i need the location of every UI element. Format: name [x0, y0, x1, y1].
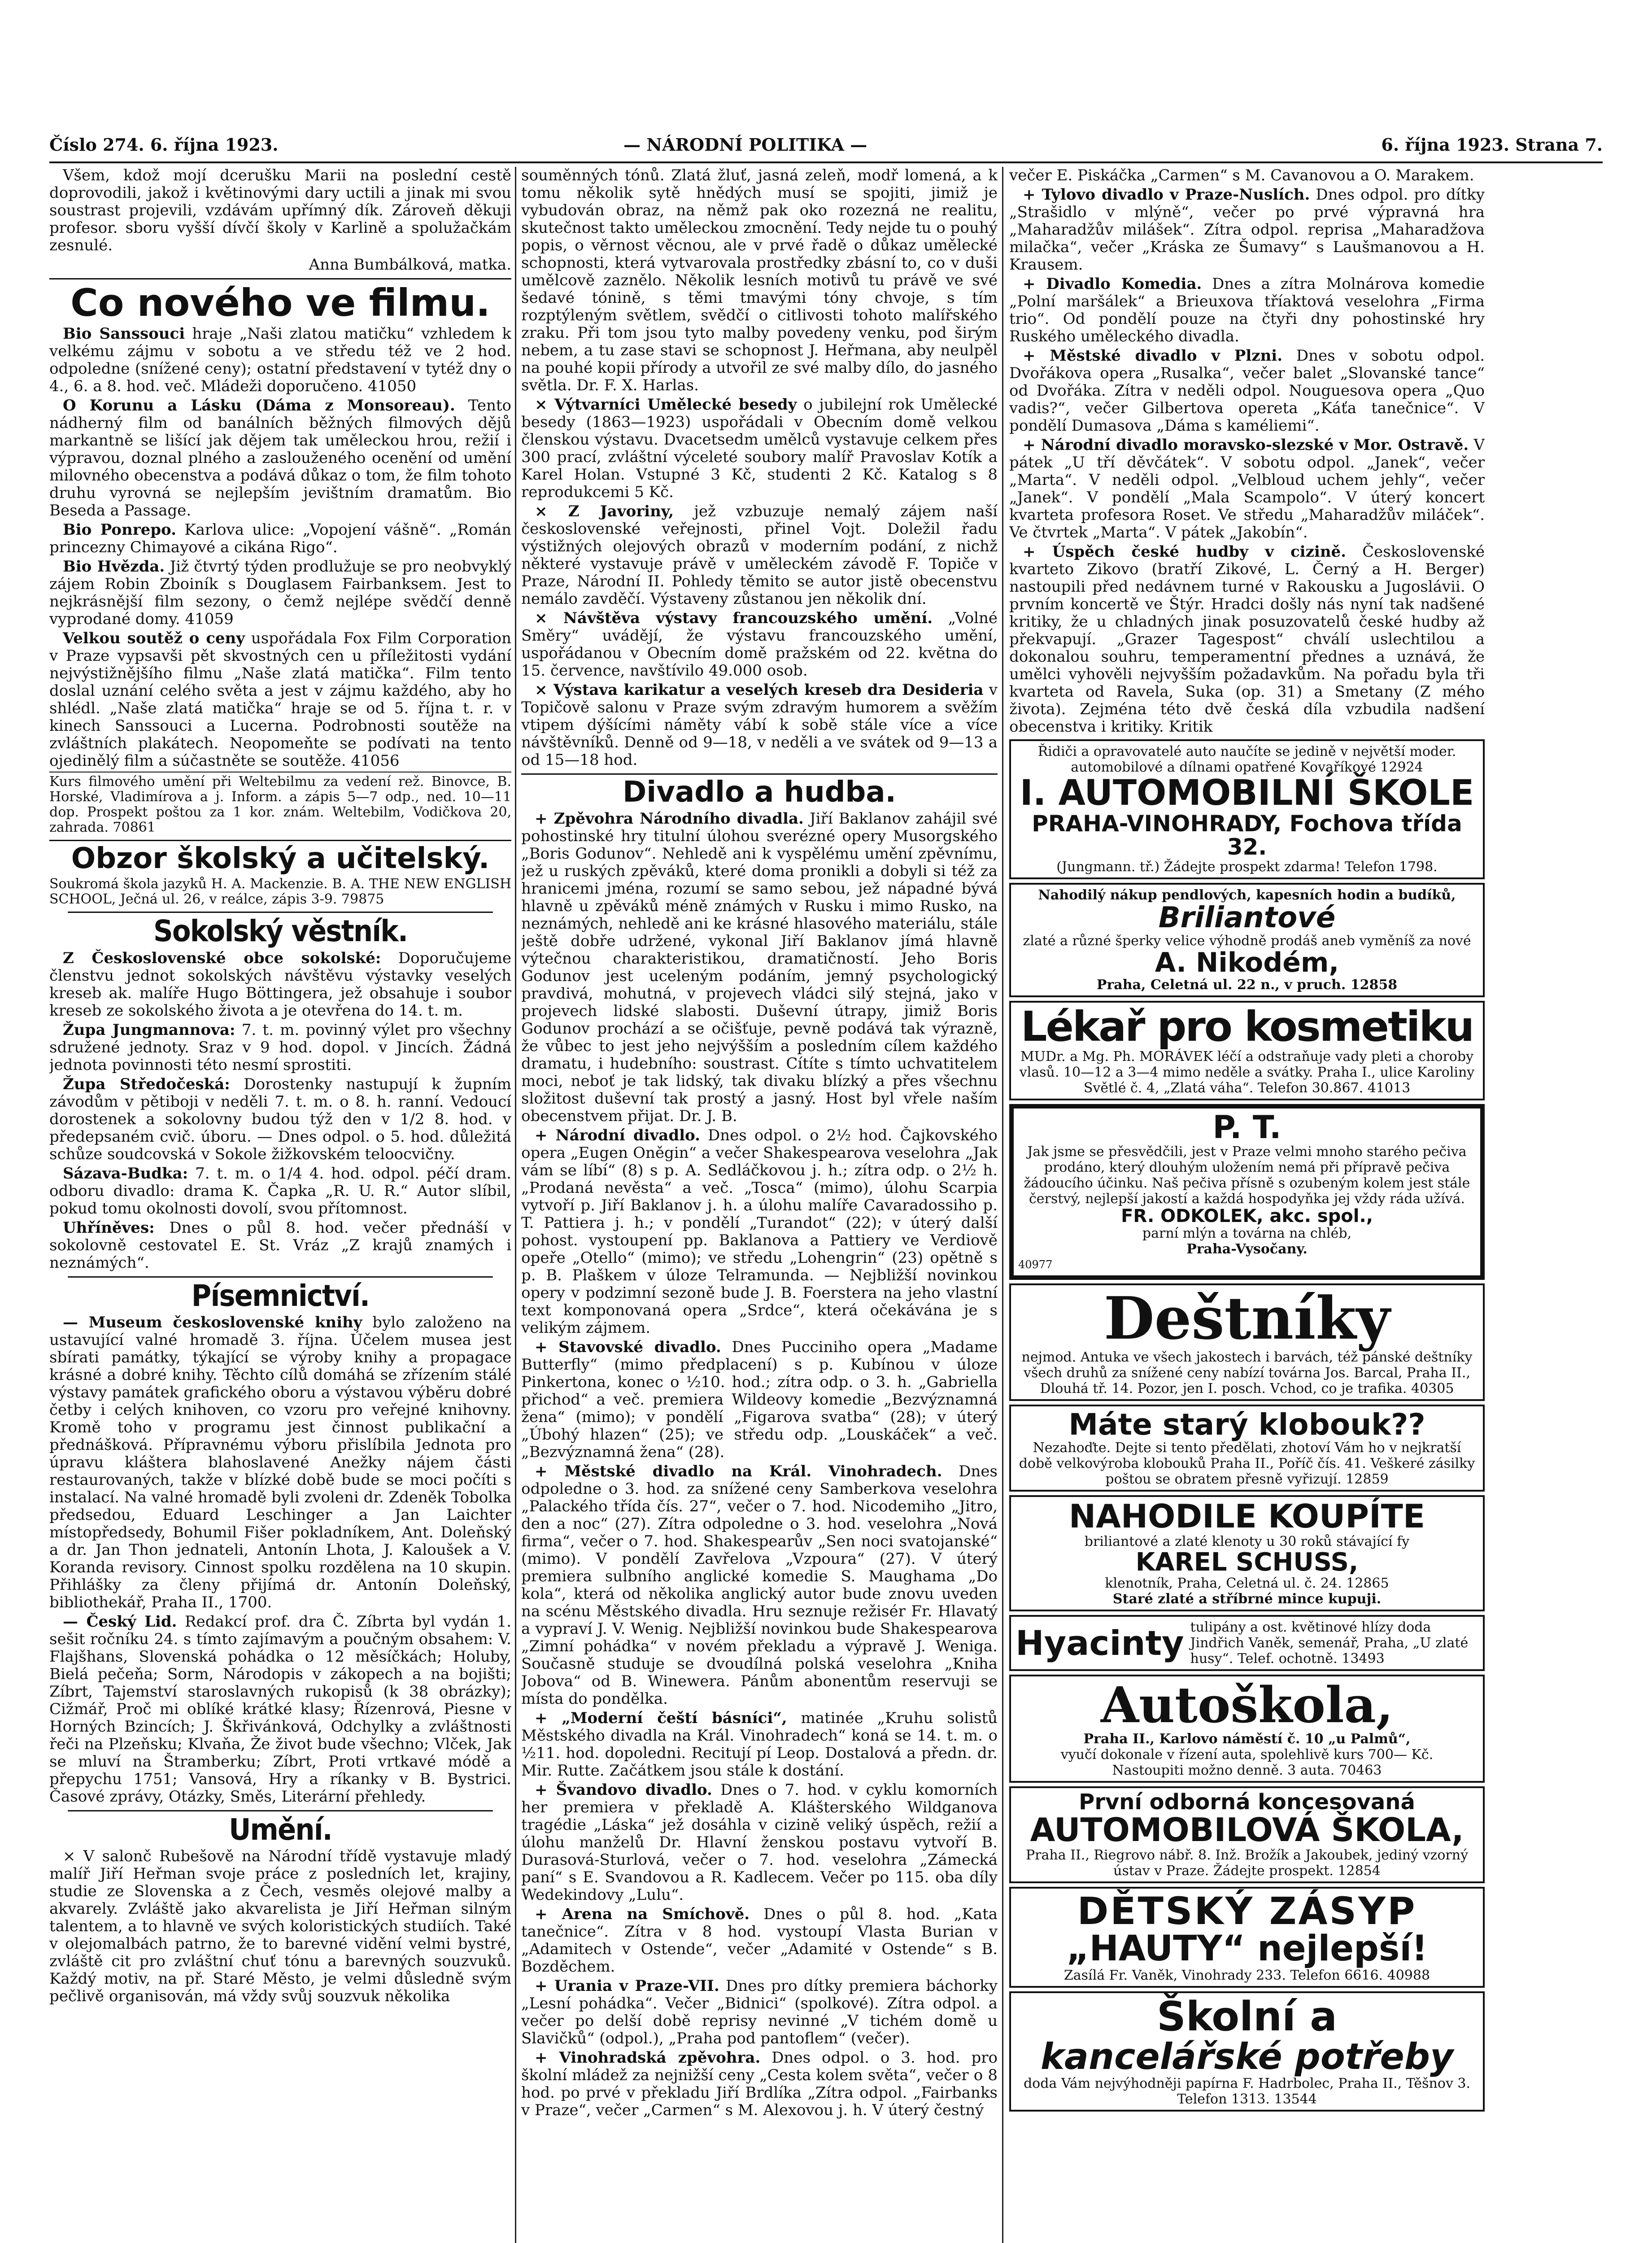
film-course-notice: Kurs filmového umění při Weltebilmu za vedení rež. Binovce, B. Horské, Vladimírova a j. Inform. a zápis 5—7 odp., ned. 10—11 dop. Prospekt poštou za 1 kor. znám. Weltebilm, Vodičkova 20, zahrada. 70861 [49, 772, 511, 835]
art-article: × V salonč Rubešově na Národní třídě vystavuje mladý malíř Jiří Heřman svoje práce z posledních let, krajiny, studie ze Slovenska a z Čech, vesměs olejové malby a akvarely. Zvláště jako akvarelista je Jiří Heřman silným talentem, a to hlavně ve svých koloristických studiích. Také v olejomalbách patrno, že to barevné vidění velmi bystré, zvláště cit pro zvláštní chuť tónu a barevných souzvuků. Každý motiv, na př. Staré Město, je velmi důsledně svým pečlivě organisován, má vždy svůj souzvuk několika [49, 1847, 511, 2006]
theatre-item-3: + Stavovské divadlo. Dnes Pucciniho opera „Madame Butterfly“ (mimo předplacení) s p. Kubínou v úloze Pinkertona, konec o ½10. hod.; zítra odp. o 3. h. „Gabriella přichod“ a več. premiera Wildeovy komedie „Bezvýznamná žena“ (mimo); v pondělí „Figarova svatba“ (28); v úterý „Úbohý hlazen“ (25); ve středu odp. „Louskáček“ a več. „Bezvýznamná žena“ (28). [521, 1338, 998, 1462]
film-item-5: Velkou soutěž o ceny uspořádala Fox Film Corporation v Praze vypsavši pět skvostných cen u příležitosti vydání nejvýstižnějšího filmu „Naše zlatá matička“. Film tento doslal uznání celého světa a jest v zájmu každého, aby ho shlédl. „Naše zlatá matička“ hraje se od 5. října t. r. v kinech Sanssouci a Lucerna. Podrobnosti soutěže na zvláštních plakátech. Neopomeňte se podívati na tento ojedinělý film a súčastněte se soutěže. 41056 [49, 629, 511, 770]
theatre-heading: Divadlo a hudba. [521, 773, 998, 807]
art-article-continued: souměnných tónů. Zlatá žluť, jasná zeleň, modř lomená, a k tomu několik sytě hnědých musí se spojiti, jimiž je vybudován obraz, na němž pak oko rozezná ne realitu, skutečnost takto uměleckou zmocnění. Tedy nejde tu o pouhý popis, o věrnost věcnou, ale v prvé řadě o důkaz umělecké schopnosti, která vytvarovala prostředky zbásní to, co v duši umělcově zaznělo. Několik lesních motivů tu právě ve své šedavé tónině, s těmi tmavými tóny chvoje, s tím rozptýleným světlem, svědčí o citlivosti tohoto malířského zraku. Při tom jsou tyto malby povedeny venku, pod širým nebem, a tu zase stavi se schopnost J. Heřmana, aby neulpěl na pouhé kopii přírody a utvořil ze své malby dílo, do jasného světla. Dr. F. X. Harlas. [521, 167, 998, 394]
theatre-item-14: + Úspěch české hudby v cizině. Československé kvarteto Zikovo (bratří Zikové, L. Černý a H. Berger) nastoupili před nedávnem turné v Rakousku a Jugoslávii. O prvním koncertě ve Štýr. Hradci došly nás nyní tak nadšené kritiky, že u chladných jinak posuzovatelů české hudby až překvapují. „Grazer Tagespost“ chválí uslechtilou a dokonalou souhru, temperamentní přednes a uznává, že umělci vyhověli nejvyšším požadavkům. Na pořadu byla tři kvarteta od Ravela, Suka (op. 31) a Smetany (Z mého života). Zejména této dvě česká díla vzbudila nadšení obecenstva i kritiky. Kritik [1009, 543, 1485, 736]
theatre-item-1: + Zpěvohra Národního divadla. Jiří Baklanov zahájil své pohostinské hry titulní úlohou sverézné opery Musorgského „Boris Godunov“. Nehledě ani k vyspělému umění zpěvnímu, jež u ruských zpěváků, které doma pronikli a dobyli si též za hranicemi jména, rozumí se samo sebou, jež nápadné bývá hlavně u zpěváků méně známých v Rusku i mimo Rusko, na neznámých, nehledě ani ke krásné hlasového materiálu, stále ještě dobře udržené, vykonal Jiří Baklanov jímá hlavně výtečnou charakteristikou, dramatičností. Jeho Boris Godunov jest uceleným podáním, jemný psychologický pravdivá, mohutná, v projevech vládci silý stejná, jako v projevech lidské slabosti. Duševní útrapy, jimiž Boris Godunov prochází a se očišťuje, pevně podává tak výrazně, že vůbec to jest jeho nejvýšším a posledním cílem každého dramatu, i hudebního: soustrast. Cítíte s tímto uchvatitelem moci, neboť je tak lidský, tak divaku blízký a přes všechnu složitost duševní tak prostý a jasný. Host byl vřele naším obecenstvem přijat. Dr. J. B. [521, 810, 998, 1126]
ad-destniky: Deštníky nejmod. Antuka ve všech jakostech i barvách, též pánské deštníky všech druhů za snížené ceny nabízí továrna Jos. Barcal, Praha II., Dlouhá tř. 14. Pozor, jen I. posch. Vchod, co je trafika. 40305 [1009, 1283, 1485, 1401]
ad-autoskola-kovarikova: Řidiči a opravovatelé auto naučíte se jedině v největší moder. automobilové a dílnami opatřené Kovaříkové 12924 I. AUTOMOBILNÍ ŠKOLE PRAHA-VINOHRADY, Fochova třída 32. (Jungmann. tř.) Žádejte prospekt zdarma! Telefon 1798. [1009, 739, 1485, 879]
theatre-item-11: + Divadlo Komedia. Dnes a zítra Molnárova komedie „Polní maršálek“ a Brieuxova tříaktová veselohra „Firma trio“. Od pondělí pouze na čtyři dny pohostinské hry Ruského uměleckého divadla. [1009, 275, 1485, 345]
writing-heading: Písemnictví. [68, 1276, 493, 1311]
ad-detsky-zasyp: DĚTSKÝ ZÁSYP „HAUTY“ nejlepší! Zasílá Fr. Vaněk, Vinohrady 233. Telefon 6616. 40988 [1009, 1887, 1485, 1988]
header-left: Číslo 274. 6. října 1923. [49, 135, 279, 155]
column-rule-2 [1002, 167, 1003, 2243]
writing-item-2: — Český Lid. Redakcí prof. dra Č. Zíbrta byl vydán 1. sešit ročníku 24. s tímto zajímavým a poučným obsahem: V. Flajšhans, Slovenská pohádka o 12 měsíčkách; Holuby, Bielá pečeňa; Sorm, Národopis v zákopech a na bojišti; Zíbrt, Tajemství staroslavných rukopisů (k 38 obrázky); Cižmář, Proč mi oblíké krátké klasy; Řízenrová, Piesne v Horných Bzincích; J. Škřivánková, Odchylky a zvláštnosti řeči na Plzeňsku; Klvaňa, Že život bude všechno; Vlček, Jak se mluví na Štramberku; Zíbrt, Proti vrtkavé módě a přepychu 1751; Vansová, Hry a ríkanky v B. Bystrici. Časové zprávy, Otázky, Směs, Literární přehledy. [49, 1612, 511, 1806]
theatre-item-8: + Urania v Praze-VII. Dnes pro dítky premiera báchorky „Lesní pohádka“. Večer „Bidnici“ (spolkové). Zítra odpol. a večer po delší době reprisy nevinné „V tichém domě u Slavičků“ (odpol.), „Praha pod pantoflem“ (večer). [521, 1977, 998, 2048]
theatre-item-5: + „Moderní čeští básníci“, matinée „Kruhu solistů Městského divadla na Král. Vinohradech“ koná se 14. t. m. o ½11. hod. dopoledni. Recitují pí Leop. Dostalová a předn. dr. Mir. Rutte. Začátkem jsou stále k dostání. [521, 1709, 998, 1780]
art-heading: Umění. [68, 1810, 493, 1845]
school-heading: Obzor školský a učitelský. [49, 840, 511, 874]
ad-koncesovana-skola: První odborná koncesovaná AUTOMOBILOVÁ ŠKOLA, Praha II., Riegrovo nábř. 8. Inž. Brožík a Jakoubek, jediný vzorný ústav v Praze. Žádejte prospekt. 12854 [1009, 1786, 1485, 1883]
theatre-item-9: + Vinohradská zpěvohra. Dnes odpol. o 3. hod. pro školní mládež za nejnižší ceny „Cesta kolem světa“, večer o 8 hod. po prvé v překladu Jiří Brdlíka „Zítra odpol. „Fairbanks v Praze“, večer „Carmen“ s M. Alexovou j. h. V úterý čestný [521, 2049, 998, 2120]
writing-item-1: — Museum československé knihy bylo založeno na ustavující valné hromadě 3. října. Účelem musea jest sbírati památky, týkající se výroby knihy a propagace krásné a dobré knihy. Těchto cílů domáhá se zřízením stálé výstavy památek grafického oboru a výstavou výběru dobré četby i celých knihoven, co vzoru pro veřejné knihovny. Kromě toho v programu jest činnost publikační a přednášková. Přípravnému výboru přislíbila Jednota pro úpravu kláštera blahoslavené Anežky nájem části restaurovaných, takže v blízké době bude se moci počíti s instalací. Na valné hromadě byli zvoleni dr. Zdeněk Tobolka předsedou, Eduard Leschinger a Jan Laichter místopředsedy, Bohumil Fišer pokladníkem, Ant. Doleňský a dr. Jan Thon jednateli, Antonín Lhota, J. Kaloušek a V. Koranda revisory. Cinnost spolku rozdělena na 10 skupin. Přihlášky za členy přijímá dr. Antonín Doleňský, bibliothekář, Praha II., 1700. [49, 1313, 511, 1611]
column-1 [49, 167, 511, 2243]
sokol-item-3: Župa Středočeská: Dorostenky nastupují k župním závodům v pětiboji v neděli 7. t. m. o 8. h. ranní. Vedoucí dorostenek a sokolovny budou týž den v 1/2 8. hod. v předepsaném cvič. úboru. — Dnes odpol. o 5. hod. důležitá schůze soudcovská v Sokole žižkovském teloocvičny. [49, 1075, 511, 1163]
ad-kancelarske-potreby: Školní a kancelářské potřeby doda Vám nejvýhodněji papírna F. Hadrbolec, Praha II., Těšnov 3. Telefon 1313. 13544 [1009, 1991, 1485, 2112]
film-item-3: Bio Ponrepo. Karlova ulice: „Vopojení vášně“. „Román princezny Chimayové a cikána Rigo“. [49, 521, 511, 557]
thanks-signature: Anna Bumbálková, matka. [309, 256, 511, 274]
art-item-3: × Návštěva výstavy francouzského umění. „Volné Směry“ uvádějí, že výstavu francouzského umění, uspořádanou v Obecním domě pražském od 22. května do 15. července, navštívilo 49.000 osob. [521, 609, 998, 680]
art-item-2: × Z Javoriny, jež vzbuzuje nemalý zájem naší československé veřejnosti, přinel Vojt. Doležil řadu výstižných olejových obrazů v moderním podání, z nichž některé vystavuje právě v uměleckém závodě F. Topiče v Praze, Národní II. Pohledy těmito se autor jistě obecenstvu nemálo zavděčí. Výstaveny zůstanou jen několik dní. [521, 502, 998, 608]
ad-hyacinty: Hyacinty tulipány a ost. květinové hlízy doda Jindřich Vaněk, semenář, Praha, „U zlaté husy“. Telef. ochotně. 13493 [1009, 1615, 1485, 1671]
film-item-1: Bio Sanssouci hraje „Naši zlatou matičku“ vzhledem k velkému zájmu v sobotu a ve středu též ve 2 hod. odpoledne (snížené ceny); ostatní představení v tytéž dny o 4., 6. a 8. hod. več. Mládeži doporučeno. 41050 [49, 325, 511, 396]
sokol-item-5: Uhříněves: Dnes o půl 8. hod. večer přednáší v sokolovně cestovatel E. St. Vráz „Z krajů znamých i neznámých“. [49, 1218, 511, 1272]
ad-lekar-kosmetika: Lékař pro kosmetiku MUDr. a Mg. Ph. MORÁVEK léčí a odstraňuje vady pleti a choroby vlasů. 10—12 a 3—4 mimo neděle a svátky. Praha I., ulice Karoliny Světlé č. 4, „Zlatá váha“. Telefon 30.867. 41013 [1009, 1001, 1485, 1100]
ad-nikodem: Nahodilý nákup pendlových, kapesních hodin a budíků, Briliantové zlaté a různé šperky velice výhodně prodáš aneb vyměníš za nové A. Nikodém, Praha, Celetná ul. 22 n., v pruch. 12858 [1009, 883, 1485, 997]
column-2 [521, 167, 998, 2243]
ad-autoskola-palmu: Autoškola, Praha II., Karlovo náměstí č. 10 „u Palmů“, vyučí dokonale v řízení auta, spolehlivě kurs 700— Kč. Nastoupiti možno denně. 3 auta. 70463 [1009, 1675, 1485, 1783]
theatre-item-7: + Arena na Smíchově. Dnes o půl 8. hod. „Kata tanečnice“. Zítra v 8 hod. vystoupí Vlasta Burian v „Adamitech v Ostende“, večer „Adamité v Ostende“ s B. Bozděchem. [521, 1905, 998, 1976]
school-notice: Soukromá škola jazyků H. A. Mackenzie. B. A. THE NEW ENGLISH SCHOOL, Ječná ul. 26, v reálce, zápis 3-9. 79875 [49, 876, 511, 908]
ad-klobouk: Máte starý klobouk?? Nezahoďte. Dejte si tento předělati, zhotoví Vám ho v nejkratší době velkovýroba klobouků Praha II., Poříč čís. 41. Veškeré zásilky poštou se obratem přesně vyřizují. 12859 [1009, 1405, 1485, 1492]
column-3 [1009, 167, 1485, 2243]
art-item-4: × Výstava karikatur a veselých kreseb dra Desideria v Topičově salonu v Praze svým zdravým humorem a svěžím vtipem dýšícími náměty vábí k sobě stále více a více návštěvníků. Denně od 9—18, v neděli a ve svátek od 9—13 a od 15—18 hod. [521, 681, 998, 769]
theatre-item-13: + Národní divadlo moravsko-slezské v Mor. Ostravě. V pátek „U tří děvčátek“. V sobotu odpol. „Janek“, večer „Marta“. V neděli odpol. „Velbloud uchem jehly“, večer „Janek“. V pondělí „Mala Scampolo“. V úterý koncert kvarteta profesora Roset. Ve středu „Maharadžův miláček“. Ve čtvrtek „Marta“. V pátek „Jakobín“. [1009, 436, 1485, 541]
page-header [49, 135, 1603, 163]
thanks-notice: Všem, kdož mojí dcerušku Marii na poslední cestě doprovodili, jakož i květinovými dary uctili a jinak mi svou soustrast projevili, vzdávám upřímný dík. Zároveň děkuji profesor. sboru vyšší dívčí školy v Karlině a spolužačkám zesnulé. [49, 167, 511, 254]
theatre-item-10: + Tylovo divadlo v Praze-Nuslích. Dnes odpol. pro dítky „Strašidlo v mlýně“, večer po prvé výpravná hra „Maharadžův milášek“. Zítra odpol. reprisa „Maharadžova milačka“, večer „Kráska ze Šumavy“ s Laušmanovou a H. Krausem. [1009, 186, 1485, 274]
sokol-item-4: Sázava-Budka: 7. t. m. o 1/4 4. hod. odpol. péčí dram. odboru divadlo: drama K. Čapka „R. U. R.“ Autor slíbil, pokud tomu okolnosti dovolí, svou přítomnost. [49, 1164, 511, 1218]
theatre-item-2: + Národní divadlo. Dnes odpol. o 2½ hod. Čajkovského opera „Eugen Oněgin“ a večer Shakespearova veselohra „Jak vám se líbí“ (8) s p. A. Sedláčkovou j. h.; zítra odp. o 2½ h. „Prodaná nevěsta“ a več. „Tosca“ (mimo), úlohu Scarpia vytvoří p. Jiří Baklanov j. h. a úlohu malíře Cavaradossiho p. T. Pattiera j. h.; v pondělí „Turandot“ (22); v úterý další pohost. vystoupení pp. Baklanova a Pattiery ve Verdiově opeře „Otello“ (mimo); ve středu „Lohengrin“ (23) opětně s p. B. Plaškem v úloze Telramunda. — Nejbližší novinkou opery v podzimní sezoně bude J. B. Foerstera na jeho vlastní text komponovaná opera „Srdce“, která očekávána je s velikým zájmem. [521, 1126, 998, 1337]
header-right: 6. října 1923. Strana 7. [1381, 135, 1603, 155]
film-heading: Co nového ve filmu. [49, 278, 511, 323]
column-rule-1 [515, 167, 516, 2243]
sokol-item-2: Župa Jungmannova: 7. t. m. povinný výlet pro všechny sdružené jednoty. Sraz v 9 hod. dopol. v Jincích. Žádná jednota povinnosti této nesmí sprostiti. [49, 1021, 511, 1074]
film-item-4: Bio Hvězda. Již čtvrtý týden prodlužuje se pro neobvyklý zájem Robin Zboiník s Douglasem Fairbanksem. Jest to nejkrásnější film sezony, o čemž nejlépe svědčí denně vyprodané domy. 41059 [49, 558, 511, 628]
ad-odkolek: P. T. Jak jsme se přesvědčili, jest v Praze velmi mnoho starého pečiva prodáno, který dlouhým uložením nemá při přípravě pečiva žádoucího účinku. Naš pečiva přísně s ozubeným kolem jest stále čerstvý, nejlepší jakostí a každá hospodyňka jej vždy ráda užívá. FR. ODKOLEK, akc. spol., parní mlýn a továrna na chléb, Praha-Vysočany. 40977 [1009, 1104, 1485, 1280]
art-item-1: × Výtvarníci Umělecké besedy o jubilejní rok Umělecké besedy (1863—1923) uspořádali v Obecním domě velkou členskou výstavu. Dvacetsedm umělců vystavuje celkem přes 300 prací, zvláštní výceleté soubory malíř Pravoslav Kotík a Karel Holan. Vstupné 3 Kč, studenti 2 Kč. Katalog s 8 reprodukcemi 5 Kč. [521, 396, 998, 501]
ad-karel-schuss: NAHODILE KOUPÍTE briliantové a zlaté klenoty u 30 roků stávající fy KAREL SCHUSS, klenotník, Praha, Celetná ul. č. 24. 12865 Staré zlaté a stříbrné mince kupuji. [1009, 1495, 1485, 1611]
theatre-continued: večer E. Piskáčka „Carmen“ s M. Cavanovou a O. Marakem. [1009, 167, 1474, 184]
sokol-item-1: Z Československé obce sokolské: Doporučujeme členstvu jednot sokolských návštěvu výstavky veselých kreseb ak. malíře Hugo Böttingera, jež obsahuje i soubor kreseb ze sokolského života a je otevřena do 14. t. m. [49, 949, 511, 1020]
theatre-item-4: + Městské divadlo na Král. Vinohradech. Dnes odpoledne o 3. hod. za snížené ceny Samberkova veselohra „Palackého třída čís. 27“, večer o 7. hod. Nicodemiho „Jitro, den a noc“ (27). Zítra odpoledne o 3. hod. veselohra „Nová firma“, večer o 7. hod. Shakespearův „Sen noci svatojanské“ (mimo). V pondělí Zavřelova „Vzpoura“ (27). V úterý premiera sulbního anglické komedie S. Maughama „Do kola“, která od několika anglický autor bude znovu uveden na scénu Městského divadla. Hru seznuje režisér Fr. Hlavatý a vypraví J. V. Wenig. Nejbližší novinkou bude Shakespearova „Zimní pohádka“ v novém překladu a výpravě J. Weniga. Současně studuje se dvoudílná polská veselohra „Kniha Jobova“ od B. Winewera. Pánům abonentům reservuji se místa do pondělka. [521, 1462, 998, 1708]
header-center: — NÁRODNÍ POLITIKA — [623, 135, 867, 155]
theatre-item-12: + Městské divadlo v Plzni. Dnes v sobotu odpol. Dvořákova opera „Rusalka“, večer balet „Slovanské tance“ od Dvořáka. Zítra v neděli odpol. Nouguesova opera „Quo vadis?“, večer Gilbertova opereta „Káťa tanečnice“. V pondělí Dumasova „Dáma s kaméliemi“. [1009, 347, 1485, 435]
film-item-2: O Korunu a Lásku (Dáma z Monsoreau). Tento nádherný film od banálních běžných filmových dějů markantně se lišící jak dějem tak uměleckou hrou, režií i výpravou, doznal plného a zaslouženého ocenění od umění milovného obecenstva a podává důkaz o tom, že film tohoto druhu vyrovná se nejlepším jevištním dramatům. Bio Beseda a Passage. [49, 397, 511, 520]
theatre-item-6: + Švandovo divadlo. Dnes o 7. hod. v cyklu komorních her premiera v překladě A. Klášterského Wildganova tragédie „Láska“ jež dosáhla v cizině veliký úspěch, režií a úlohu manželů Dr. Hlavní ženskou postavu vytvoří B. Durasová-Sturlová, večer o 7. hod. veselohra „Zámecká paní“ s E. Svandovou a R. Kadlecem. Večer po 115. oba díly Wedekindovy „Lulu“. [521, 1781, 998, 1904]
sokol-heading: Sokolský věstník. [68, 912, 493, 947]
